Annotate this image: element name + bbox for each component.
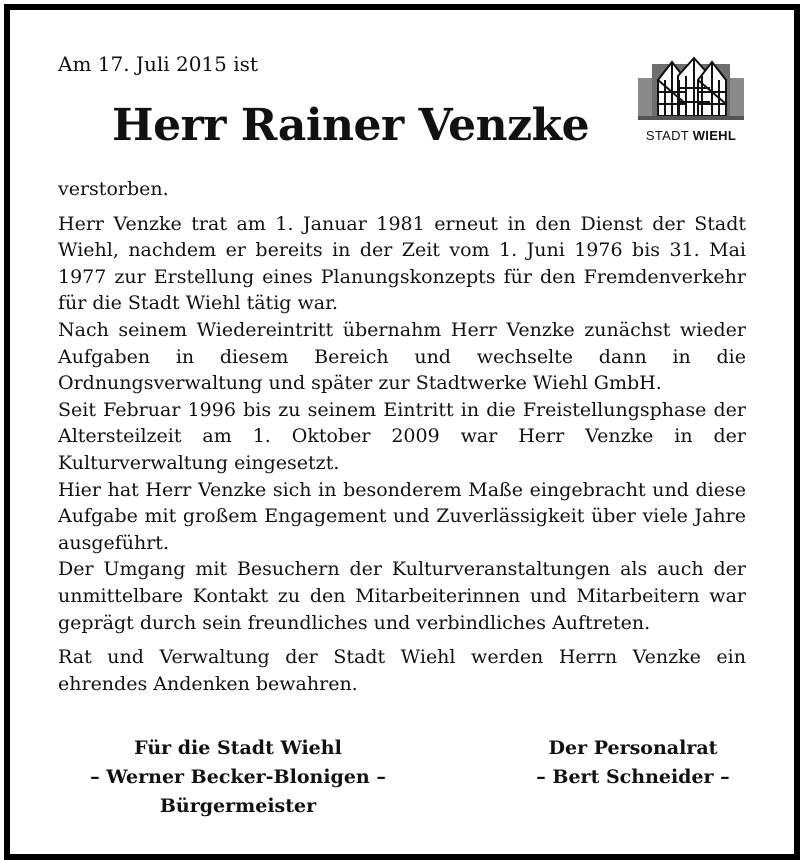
- body-paragraph: Nach seinem Wiedereintritt übernahm Herr Venzke zunächst wieder Aufgaben in diesem Bereich und wechselte dann in die Ordnungsverwaltung und später zur Stadtwerke Wiehl GmbH.: [58, 318, 746, 395]
- body-paragraph: Seit Februar 1996 bis zu seinem Eintritt in die Freistellungsphase der Altersteilzeit am 1. Oktober 2009 war Herr Venzke in der Kulturverwaltung eingesetzt.: [58, 398, 746, 474]
- obituary-notice: [4, 4, 800, 860]
- half-timbered-house-icon: [638, 54, 744, 124]
- notice-body: [58, 176, 746, 697]
- body-paragraph: Hier hat Herr Venzke sich in besonderem Maße eingebracht und diese Aufgabe mit großem Engagement und Zuverlässigkeit über viele Jahre ausgeführt.: [58, 478, 746, 554]
- signature-council-org: Der Personalrat: [548, 737, 718, 759]
- signature-staff-council: [498, 734, 768, 792]
- signature-city-name: – Werner Becker-Blonigen –: [90, 766, 386, 788]
- signature-city-title: Bürgermeister: [159, 795, 317, 817]
- signature-city: [78, 734, 398, 821]
- body-paragraph: Herr Venzke trat am 1. Januar 1981 erneut in den Dienst der Stadt Wiehl, nachdem er bereits in der Zeit vom 1. Juni 1976 bis 31. Mai 1977 zur Erstellung eines Planungskonzepts für den Fremdenverkehr für die Stadt Wiehl tätig war.: [58, 212, 746, 315]
- logo-wordmark: [630, 128, 752, 143]
- signature-council-name: – Bert Schneider –: [536, 766, 730, 788]
- closing-paragraph: Rat und Verwaltung der Stadt Wiehl werden Herrn Venzke ein ehrendes Andenken bewahren.: [58, 646, 746, 695]
- logo-word-stadt: STADT: [645, 128, 689, 143]
- intro-line: Am 17. Juli 2015 ist: [58, 52, 258, 76]
- signature-city-org: Für die Stadt Wiehl: [134, 737, 342, 759]
- logo-word-wiehl: WIEHL: [692, 128, 737, 143]
- deceased-name: Herr Rainer Venzke: [112, 100, 590, 151]
- stadt-wiehl-logo: [630, 54, 752, 154]
- body-paragraph: verstorben.: [58, 178, 169, 200]
- body-paragraph: Der Umgang mit Besuchern der Kulturveranstaltungen als auch der unmittelbare Kontakt zu den Mitarbeiterinnen und Mitarbeitern war geprägt durch sein freundliches und verbindliches Auftreten.: [58, 558, 746, 634]
